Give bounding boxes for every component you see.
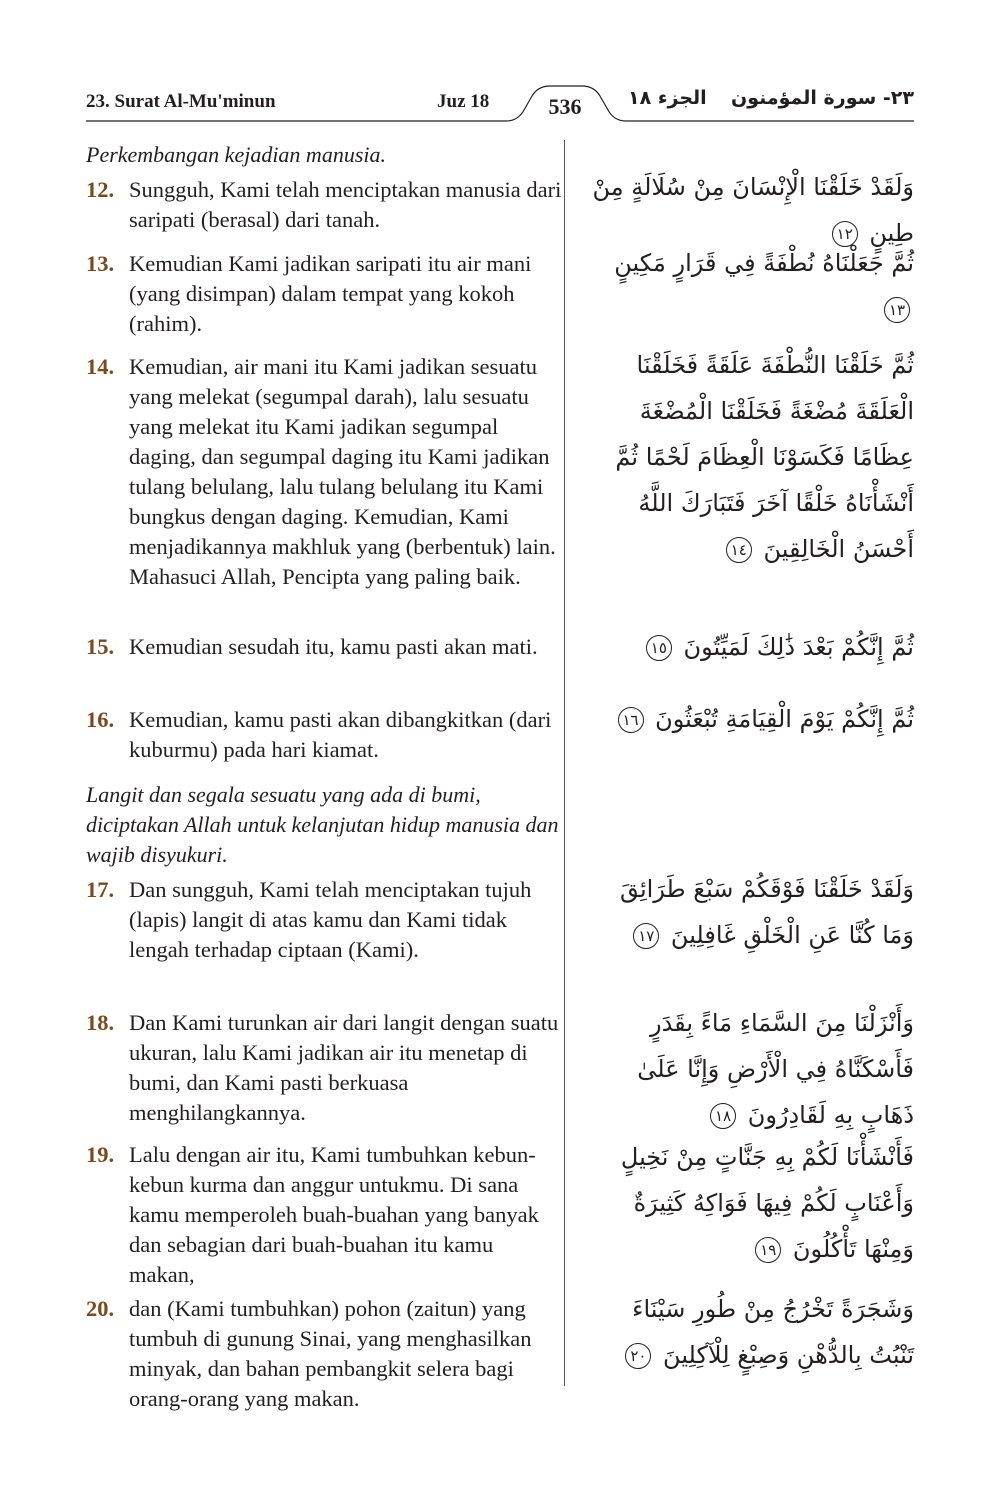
verse-number: 18. <box>86 1010 115 1035</box>
juz-label-latin: Juz 18 <box>437 91 490 112</box>
verse-text: Sungguh, Kami telah menciptakan manusia dari saripati (berasal) dari tanah. <box>129 177 562 232</box>
arabic-text: فَأَنْشَأْنَا لَكُمْ بِهِ جَنَّاتٍ مِنْ نَخِيلٍ وَأَعْنَابٍ لَكُمْ فِيهَا فَوَاكِهُ كَثِيرَةٌ وَمِنْهَا تَأْكُلُونَ <box>620 1143 914 1263</box>
arabic-text: ثُمَّ إِنَّكُمْ بَعْدَ ذَٰلِكَ لَمَيِّتُونَ <box>683 633 914 661</box>
verse-text: Kemudian, air mani itu Kami jadikan sesuatu yang melekat (segumpal darah), lalu sesuatu yang melekat itu Kami jadikan segumpal daging, dan segumpal daging itu Kami jadikan tulang belulang, lalu tulang belulang itu Kami bungkus dengan daging. Kemudian, Kami menjadikannya makhluk yang (berbentuk) lain. Mahasuci Allah, Pencipta yang paling baik. <box>129 354 556 589</box>
verse-text: Dan sungguh, Kami telah menciptakan tujuh (lapis) langit di atas kamu dan Kami tidak lengah terhadap ciptaan (Kami). <box>129 877 532 962</box>
verse-number: 19. <box>86 1142 115 1167</box>
ayah-end-icon: ٢٠ <box>625 1343 651 1369</box>
arabic-verse-17 <box>584 866 914 958</box>
section-heading: Langit dan segala sesuatu yang ada di bumi, diciptakan Allah untuk kelanjutan hidup manusia dan wajib disyukuri. <box>86 782 559 867</box>
ayah-end-icon: ١٥ <box>646 635 672 661</box>
verse-text: dan (Kami tumbuhkan) pohon (zaitun) yang tumbuh di gunung Sinai, yang menghasilkan minyak, dan bahan pembangkit selera bagi orang-orang yang makan. <box>129 1296 532 1411</box>
verse-17 <box>86 875 562 965</box>
verse-16 <box>86 705 562 765</box>
ayah-end-icon: ١٤ <box>726 537 752 563</box>
verse-number: 20. <box>86 1296 115 1321</box>
arabic-verse-16 <box>584 696 914 742</box>
arabic-verse-19 <box>584 1134 914 1272</box>
verse-15 <box>86 632 562 662</box>
arabic-text: وَأَنْزَلْنَا مِنَ السَّمَاءِ مَاءً بِقَدَرٍ فَأَسْكَنَّاهُ فِي الْأَرْضِ وَإِنَّا عَلَىٰ ذَهَابٍ بِهِ لَقَادِرُونَ <box>637 1009 914 1129</box>
verse-text: Kemudian Kami jadikan saripati itu air mani (yang disimpan) dalam tempat yang kokoh (rahim). <box>129 251 532 336</box>
verse-number: 15. <box>86 634 115 659</box>
arabic-text: ثُمَّ خَلَقْنَا النُّطْفَةَ عَلَقَةً فَخَلَقْنَا الْعَلَقَةَ مُضْغَةً فَخَلَقْنَا الْمُضْغَةَ عِظَامًا فَكَسَوْنَا الْعِظَامَ لَحْمًا ثُمَّ أَنْشَأْنَاهُ خَلْقًا آخَرَ فَتَبَارَكَ اللَّهُ أَحْسَنُ الْخَالِقِينَ <box>615 351 914 563</box>
ayah-end-icon: ١٩ <box>755 1237 781 1263</box>
verse-text: Kemudian, kamu pasti akan dibangkitkan (dari kuburmu) pada hari kiamat. <box>129 707 552 762</box>
verse-number: 12. <box>86 177 115 202</box>
surah-title-arabic: ٢٣- سورة المؤمنون <box>730 87 914 109</box>
ayah-end-icon: ١٧ <box>633 923 659 949</box>
arabic-text: ثُمَّ جَعَلْنَاهُ نُطْفَةً فِي قَرَارٍ مَكِينٍ <box>614 249 914 277</box>
column-divider <box>564 140 565 1386</box>
verse-number: 13. <box>86 251 115 276</box>
verse-18 <box>86 1008 562 1128</box>
arabic-text: ثُمَّ إِنَّكُمْ يَوْمَ الْقِيَامَةِ تُبْعَثُونَ <box>655 705 914 733</box>
verse-number: 14. <box>86 354 115 379</box>
arabic-text: وَلَقَدْ خَلَقْنَا الْإِنْسَانَ مِنْ سُلَالَةٍ مِنْ طِينٍ <box>592 173 914 247</box>
verse-text: Lalu dengan air itu, Kami tumbuhkan kebun-kebun kurma dan anggur untukmu. Di sana kamu memperoleh buah-buahan yang banyak dan sebagian dari buah-buahan itu kamu makan, <box>129 1142 539 1287</box>
arabic-verse-18 <box>584 1000 914 1138</box>
juz-label-arabic: الجزء ١٨ <box>628 87 707 109</box>
ayah-end-icon: ١٦ <box>618 707 644 733</box>
verse-13 <box>86 249 562 339</box>
ayah-end-icon: ١٢ <box>832 221 858 247</box>
ayah-end-icon: ١٨ <box>710 1103 736 1129</box>
page-number: 536 <box>548 94 582 119</box>
verse-14 <box>86 352 562 592</box>
arabic-verse-14 <box>584 342 914 572</box>
header-rule <box>0 0 1000 130</box>
section-heading: Perkembangan kejadian manusia. <box>86 142 386 167</box>
arabic-verse-13 <box>584 240 914 332</box>
verse-12 <box>86 175 562 235</box>
arabic-text: وَشَجَرَةً تَخْرُجُ مِنْ طُورِ سَيْنَاءَ تَنْبُتُ بِالدُّهْنِ وَصِبْغٍ لِلْآكِلِينَ <box>632 1295 914 1369</box>
verse-text: Dan Kami turunkan air dari langit dengan suatu ukuran, lalu Kami jadikan air itu menetap di bumi, dan Kami pasti berkuasa menghilangkannya. <box>129 1010 559 1125</box>
verse-20 <box>86 1294 562 1414</box>
verse-number: 16. <box>86 707 115 732</box>
arabic-text: وَلَقَدْ خَلَقْنَا فَوْقَكُمْ سَبْعَ طَرَائِقَ وَمَا كُنَّا عَنِ الْخَلْقِ غَافِلِينَ <box>619 875 914 949</box>
ayah-end-icon: ١٣ <box>884 297 910 323</box>
verse-text: Kemudian sesudah itu, kamu pasti akan mati. <box>129 634 538 659</box>
verse-19 <box>86 1140 562 1290</box>
arabic-verse-15 <box>584 624 914 670</box>
surah-title-latin: 23. Surat Al-Mu'minun <box>86 91 276 112</box>
verse-number: 17. <box>86 877 115 902</box>
arabic-verse-20 <box>584 1286 914 1378</box>
